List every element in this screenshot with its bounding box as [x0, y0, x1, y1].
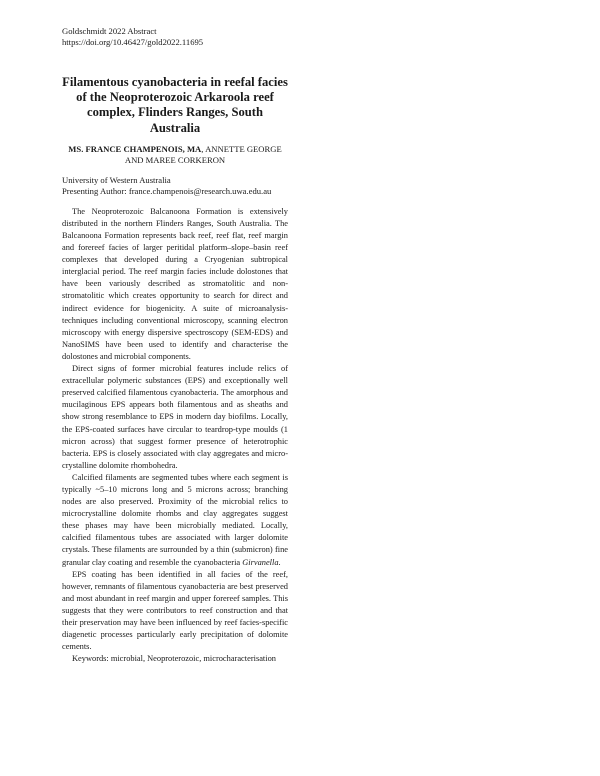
taxon-name: Girvanella	[242, 557, 279, 567]
abstract-body	[62, 206, 288, 666]
paragraph-3-text: Calcified filaments are segmented tubes where each segment is typically ~5–10 microns long and 5 microns across; branching nodes are also preserved. Proximity of the microbial relics to microcrystalline dolomite rhombs and clay aggregates suggest these phases may have been microbially mediated. Locally, calcified filamentous tubes are associated with larger dolomite crystals. These filaments are surrounded by a thin (submicron) fine granular clay coating and resemble the cyanobacteria	[62, 472, 288, 567]
abstract-page	[62, 26, 288, 665]
paragraph-2: Direct signs of former microbial features include relics of extracellular polymeric substances (EPS) and exceptionally well preserved calcified filamentous cyanobacteria. The amorphous and mucilaginous EPS appears both filamentous and as sheaths and show strong resemblance to EPS in modern day biofilms. Locally, the EPS-coated surfaces have circular to teardrop-type moulds (1 micron across) that suggest former presence of heterotrophic bacteria. EPS is closely associated with clay aggregates and micro-crystalline dolomite rhombohedra.	[62, 364, 288, 470]
author-list	[62, 144, 288, 166]
taxon-suffix: .	[278, 557, 281, 567]
paragraph-4: EPS coating has been identified in all facies of the reef, however, remnants of filamentous cyanobacteria are best preserved and most abundant in reef margin and upper forereef samples. This suggests that they were contributors to reef construction and that their preservation may have been influenced by reef facies-specific diagenetic processes particularly early precipitation of dolomite cements.	[62, 569, 288, 652]
keywords: Keywords: microbial, Neoproterozoic, microcharacterisation	[72, 654, 276, 664]
affiliation-block	[62, 175, 288, 197]
paragraph-3	[62, 472, 288, 569]
affiliation: University of Western Australia	[62, 174, 171, 185]
journal-name: Goldschmidt 2022 Abstract	[62, 26, 157, 36]
doi-link[interactable]: https://doi.org/10.46427/gold2022.11695	[62, 37, 204, 47]
presenting-author-email: Presenting Author: france.champenois@research.uwa.edu.au	[62, 185, 272, 196]
paper-title: Filamentous cyanobacteria in reefal facies of the Neoproterozoic Arkaroola reef complex, Flinders Ranges, South Australia	[62, 75, 288, 135]
co-authors: , ANNETTE GEORGE AND MAREE CORKERON	[124, 143, 282, 165]
presenting-author-name: MS. FRANCE CHAMPENOIS, MA	[68, 143, 202, 154]
paragraph-1: The Neoproterozoic Balcanoona Formation is extensively distributed in the northern Flinders Ranges, South Australia. The Balcanoona Formation represents back reef, reef flat, reef margin and forereef facies of larger peritidal platform–slope–basin reef complexes that developed during a Cryogenian subtropical interglacial period. The reef margin facies include dolostones that have been variously described as stromatolitic and non-stromatolitic which creates opportunity to search for direct and indirect evidence for biogenicity. A suite of microanalysis-techniques including conventional microscopy, scanning electron microscopy with energy dispersive spectroscopy (SEM-EDS) and NanoSIMS have been used to identify and characterise the dolostones and microbial components.	[62, 206, 288, 361]
